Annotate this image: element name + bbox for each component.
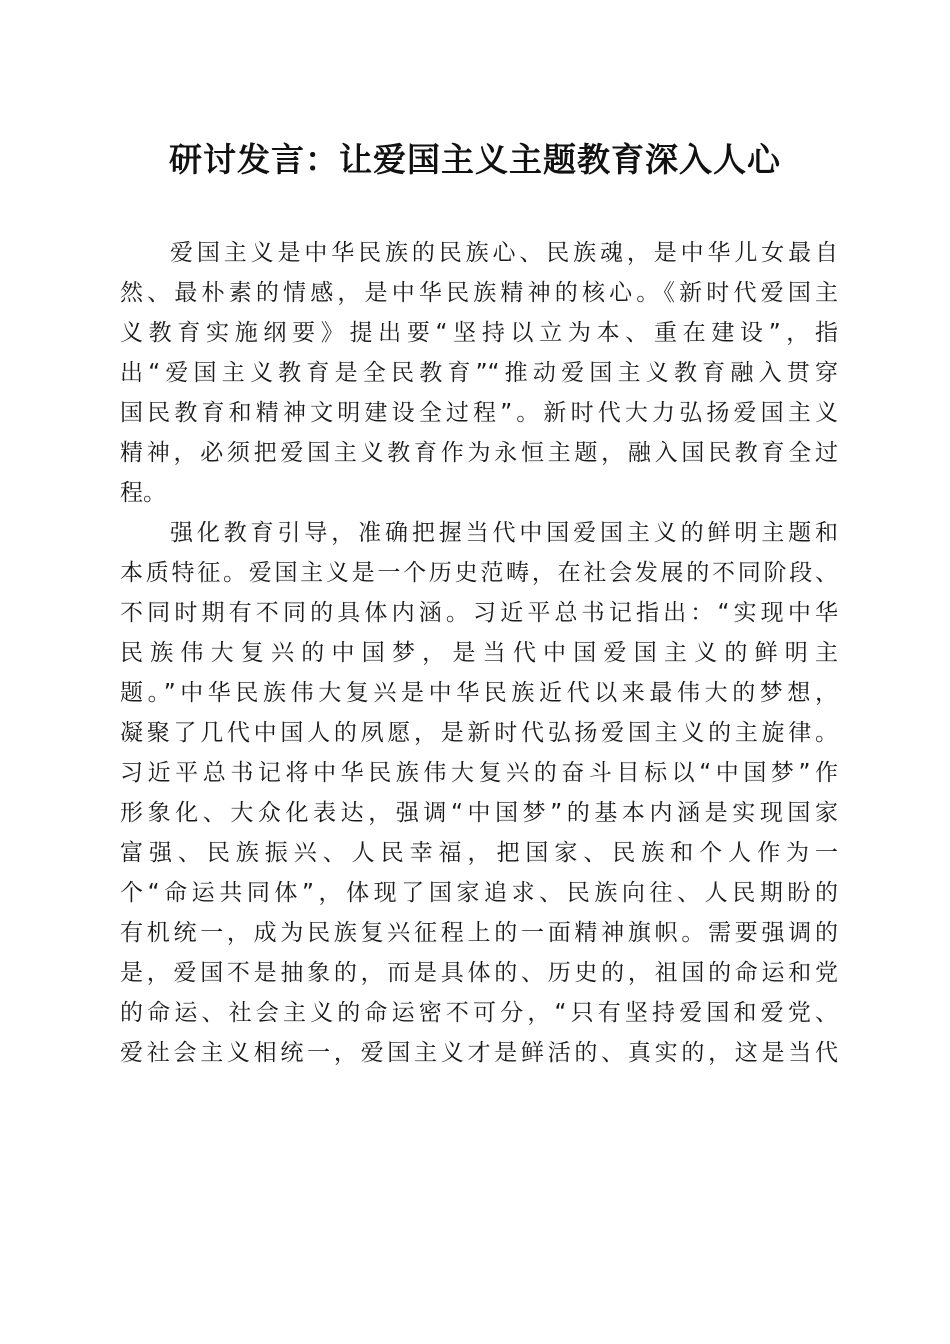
text-line: 习近平总书记将中华民族伟大复兴的奋斗目标以“中国梦”作 (120, 760, 838, 786)
document-title: 研讨发言：让爱国主义主题教育深入人心 (169, 140, 781, 179)
text-line: 是，爱国不是抽象的，而是具体的、历史的，祖国的命运和党 (120, 960, 838, 986)
text-line: 爱国主义是中华民族的民族心、民族魂，是中华儿女最自 (170, 240, 838, 266)
text-line: 的命运、社会主义的命运密不可分，“只有坚持爱国和爱党、 (120, 1000, 838, 1026)
text-line: 出“爱国主义教育是全民教育”“推动爱国主义教育融入贯穿 (120, 360, 838, 386)
text-line: 国民教育和精神文明建设全过程”。新时代大力弘扬爱国主义 (120, 400, 838, 426)
text-line: 有机统一，成为民族复兴征程上的一面精神旗帜。需要强调的 (120, 920, 838, 946)
paragraph-2 (120, 513, 838, 1073)
text-line: 精神，必须把爱国主义教育作为永恒主题，融入国民教育全过 (120, 440, 838, 466)
text-line: 富强、民族振兴、人民幸福，把国家、民族和个人作为一 (120, 840, 838, 866)
text-line: 本质特征。爱国主义是一个历史范畴，在社会发展的不同阶段、 (120, 560, 838, 586)
text-line: 不同时期有不同的具体内涵。习近平总书记指出：“实现中华 (120, 600, 838, 626)
text-line: 凝聚了几代中国人的夙愿，是新时代弘扬爱国主义的主旋律。 (120, 720, 838, 746)
text-line: 强化教育引导，准确把握当代中国爱国主义的鲜明主题和 (170, 520, 838, 546)
paragraph-1 (120, 233, 838, 513)
text-line: 义教育实施纲要》提出要“坚持以立为本、重在建设”，指 (120, 320, 838, 346)
text-line: 爱社会主义相统一，爱国主义才是鲜活的、真实的，这是当代 (120, 1040, 838, 1066)
text-line: 然、最朴素的情感，是中华民族精神的核心。《新时代爱国主 (120, 280, 838, 306)
text-line: 程。 (120, 480, 166, 506)
text-line: 个“命运共同体”，体现了国家追求、民族向往、人民期盼的 (120, 880, 838, 906)
document-body (120, 233, 838, 1073)
text-line: 民族伟大复兴的中国梦，是当代中国爱国主义的鲜明主 (120, 640, 838, 666)
text-line: 形象化、大众化表达，强调“中国梦”的基本内涵是实现国家 (120, 800, 838, 826)
text-line: 题。”中华民族伟大复兴是中华民族近代以来最伟大的梦想， (120, 680, 838, 706)
